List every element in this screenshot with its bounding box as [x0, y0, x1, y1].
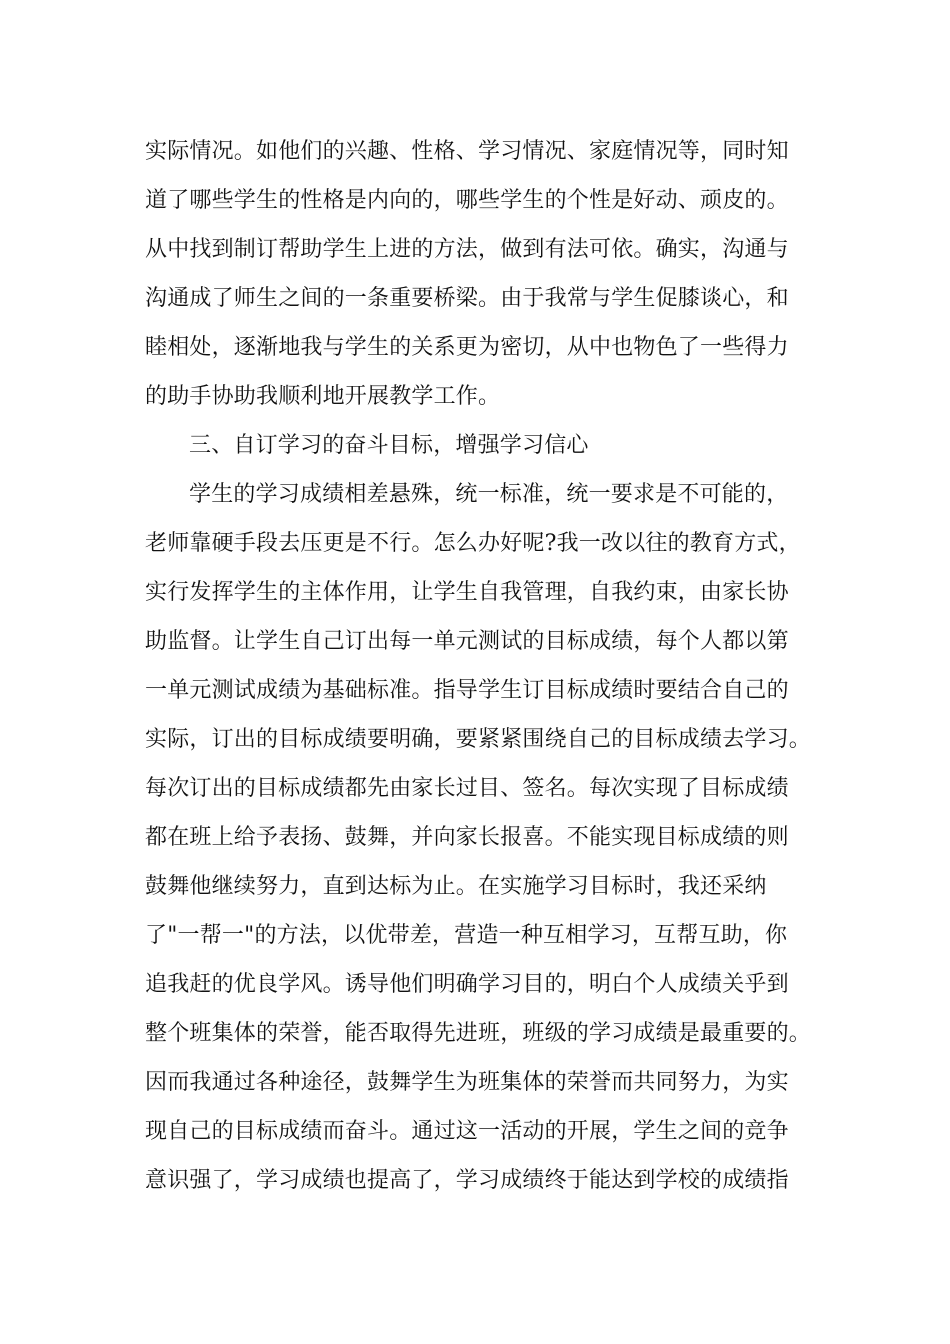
text-line: 的助手协助我顺利地开展教学工作。 [145, 384, 501, 409]
text-line: 了"一帮一"的方法，以优带差，营造一种互相学习，互帮互助，你 [145, 923, 788, 948]
text-line: 一单元测试成绩为基础标准。指导学生订目标成绩时要结合自己的 [145, 678, 789, 703]
text-line: 实行发挥学生的主体作用，让学生自我管理，自我约束，由家长协 [145, 580, 789, 605]
paragraph-start-line: 学生的学习成绩相差悬殊，统一标准，统一要求是不可能的， [189, 482, 789, 507]
text-line: 现自己的目标成绩而奋斗。通过这一活动的开展，学生之间的竞争 [145, 1119, 789, 1144]
text-line: 道了哪些学生的性格是内向的，哪些学生的个性是好动、顽皮的。 [145, 188, 789, 213]
text-line: 都在班上给予表扬、鼓舞，并向家长报喜。不能实现目标成绩的则 [145, 825, 789, 850]
text-line: 追我赶的优良学风。诱导他们明确学习目的，明白个人成绩关乎到 [145, 972, 789, 997]
text-line: 实际，订出的目标成绩要明确，要紧紧围绕自己的目标成绩去学习。 [145, 727, 812, 752]
section-heading: 三、自订学习的奋斗目标，增强学习信心 [189, 433, 589, 458]
text-line: 老师靠硬手段去压更是不行。怎么办好呢?我一改以往的教育方式， [145, 531, 801, 556]
text-line: 沟通成了师生之间的一条重要桥梁。由于我常与学生促膝谈心，和 [145, 286, 789, 311]
text-line: 整个班集体的荣誉，能否取得先进班，班级的学习成绩是最重要的。 [145, 1021, 812, 1046]
text-line: 睦相处，逐渐地我与学生的关系更为密切，从中也物色了一些得力 [145, 335, 789, 360]
document-body [145, 127, 825, 1205]
text-line: 每次订出的目标成绩都先由家长过目、签名。每次实现了目标成绩 [145, 776, 789, 801]
text-line: 助监督。让学生自己订出每一单元测试的目标成绩，每个人都以第 [145, 629, 789, 654]
text-line: 从中找到制订帮助学生上进的方法，做到有法可依。确实，沟通与 [145, 237, 789, 262]
text-line: 因而我通过各种途径，鼓舞学生为班集体的荣誉而共同努力，为实 [145, 1070, 789, 1095]
text-line: 意识强了，学习成绩也提高了，学习成绩终于能达到学校的成绩指 [145, 1168, 789, 1193]
text-line: 鼓舞他继续努力，直到达标为止。在实施学习目标时，我还采纳 [145, 874, 767, 899]
text-line: 实际情况。如他们的兴趣、性格、学习情况、家庭情况等，同时知 [145, 139, 789, 164]
